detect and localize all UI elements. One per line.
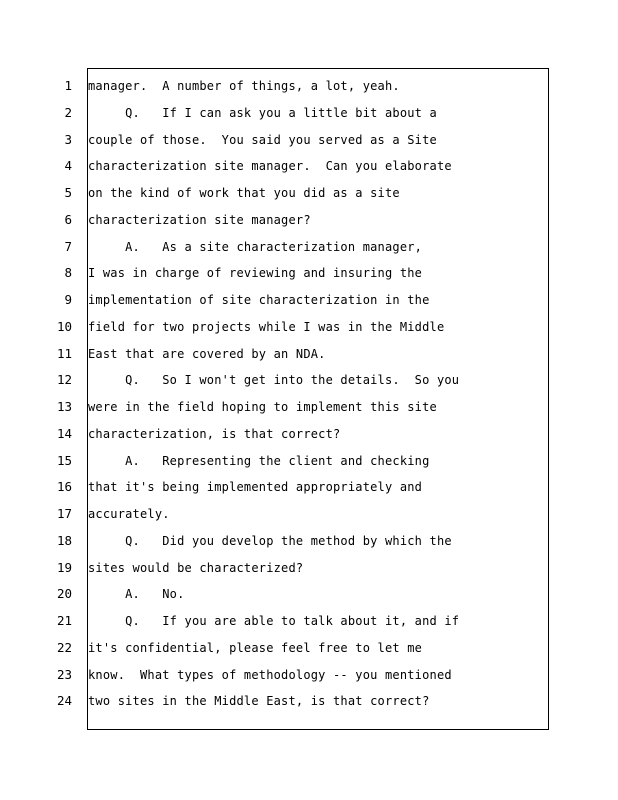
transcript-line: on the kind of work that you did as a site xyxy=(88,186,400,200)
transcript-line: were in the field hoping to implement this site xyxy=(88,400,437,414)
line-number: 15 xyxy=(56,453,72,468)
line-number: 1 xyxy=(64,78,72,93)
transcript-line: characterization, is that correct? xyxy=(88,427,341,441)
transcript-line: I was in charge of reviewing and insuring the xyxy=(88,266,423,280)
transcript-line: know. What types of methodology -- you mentioned xyxy=(88,668,452,682)
transcript-line: A. As a site characterization manager, xyxy=(88,240,423,254)
line-number: 18 xyxy=(56,533,72,548)
transcript-line: characterization site manager? xyxy=(88,213,311,227)
transcript-line: East that are covered by an NDA. xyxy=(88,347,326,361)
transcript-line: Q. If I can ask you a little bit about a xyxy=(88,106,437,120)
line-number: 23 xyxy=(56,667,72,682)
line-number: 17 xyxy=(56,506,72,521)
transcript-line: Q. Did you develop the method by which the xyxy=(88,534,452,548)
transcript-line: it's confidential, please feel free to let me xyxy=(88,641,423,655)
transcript-line: Q. So I won't get into the details. So you xyxy=(88,373,460,387)
line-number: 3 xyxy=(64,132,72,147)
line-number: 10 xyxy=(56,319,72,334)
line-number: 22 xyxy=(56,640,72,655)
transcript-line: two sites in the Middle East, is that correct? xyxy=(88,694,430,708)
line-number: 8 xyxy=(64,265,72,280)
line-number: 21 xyxy=(56,613,72,628)
transcript-line: sites would be characterized? xyxy=(88,561,304,575)
line-number: 9 xyxy=(64,292,72,307)
line-number: 11 xyxy=(56,346,72,361)
line-number: 2 xyxy=(64,105,72,120)
line-number: 19 xyxy=(56,560,72,575)
transcript-line: A. No. xyxy=(88,587,185,601)
line-number: 6 xyxy=(64,212,72,227)
transcript-line: accurately. xyxy=(88,507,170,521)
transcript-line: field for two projects while I was in the Middle xyxy=(88,320,445,334)
line-number: 16 xyxy=(56,479,72,494)
transcript-line: A. Representing the client and checking xyxy=(88,454,430,468)
line-number: 5 xyxy=(64,185,72,200)
transcript-line: that it's being implemented appropriately and xyxy=(88,480,423,494)
line-number: 12 xyxy=(56,372,72,387)
transcript-line: Q. If you are able to talk about it, and if xyxy=(88,614,460,628)
transcript-line: manager. A number of things, a lot, yeah. xyxy=(88,79,400,93)
transcript-line: couple of those. You said you served as a Site xyxy=(88,133,437,147)
line-number: 20 xyxy=(56,586,72,601)
transcript-line: implementation of site characterization in the xyxy=(88,293,430,307)
line-number: 13 xyxy=(56,399,72,414)
line-number: 7 xyxy=(64,239,72,254)
line-number: 4 xyxy=(64,158,72,173)
line-number: 24 xyxy=(56,693,72,708)
line-number: 14 xyxy=(56,426,72,441)
transcript-line: characterization site manager. Can you elaborate xyxy=(88,159,452,173)
